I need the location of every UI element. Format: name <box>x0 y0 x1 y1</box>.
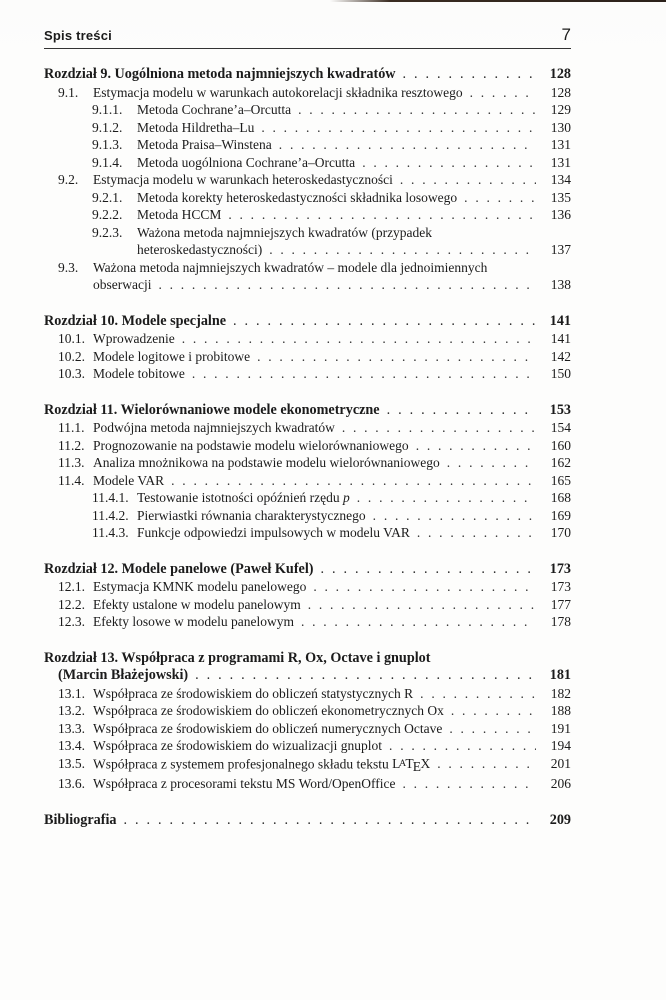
toc-entry <box>44 720 571 738</box>
dot-leader <box>257 348 536 366</box>
toc-entry <box>44 224 571 242</box>
toc-entry-page-number: 178 <box>550 614 571 629</box>
toc-chapter-entry <box>44 812 571 830</box>
toc-entry <box>44 348 571 366</box>
toc-entry-title: Metoda Cochrane’a–Orcutta <box>137 102 292 117</box>
toc-entry-title-text: Współpraca z systemem profesjonalnego składu tekstu <box>93 756 393 772</box>
page-header <box>44 26 571 49</box>
toc-entry <box>44 437 571 455</box>
dot-leader <box>301 613 536 631</box>
toc-chapter-entry <box>44 561 571 579</box>
toc-entry-title: Modele VAR <box>93 472 165 488</box>
toc-entry-page-number: 131 <box>550 137 571 152</box>
toc-entry <box>44 702 571 720</box>
dot-leader <box>403 66 536 84</box>
toc-entry <box>44 84 571 102</box>
toc-entry-number: 9.3. <box>58 259 79 275</box>
toc-entry <box>44 136 571 154</box>
toc-entry <box>44 472 571 490</box>
toc-entry <box>44 454 571 472</box>
dot-leader <box>357 489 536 507</box>
toc-chapter-entry <box>44 402 571 420</box>
toc-entry <box>44 775 571 793</box>
toc-entry-title: Prognozowanie na podstawie modelu wielorównaniowego <box>93 437 409 453</box>
toc-entry-title: Funkcje odpowiedzi impulsowych w modelu VAR <box>137 525 410 540</box>
toc-entry <box>44 596 571 614</box>
toc-entry-title: Metoda uogólniona Cochrane’a–Orcutta <box>137 154 356 170</box>
toc-entry <box>44 489 571 507</box>
toc-entry-page-number: 206 <box>550 776 571 792</box>
toc-entry-number: 13.5. <box>58 756 85 772</box>
toc-entry-number: 11.1. <box>58 420 85 435</box>
toc-entry-page-number: 141 <box>549 312 571 329</box>
toc-entry-page-number: 142 <box>550 348 571 364</box>
dot-leader <box>269 241 536 259</box>
toc-entry-title: Współpraca ze środowiskiem do obliczeń numerycznych Octave <box>93 720 443 736</box>
toc-entry <box>44 119 571 137</box>
toc-entry-title: Metoda Hildretha–Lu <box>137 119 255 135</box>
dot-leader <box>124 812 536 830</box>
dot-leader <box>158 276 536 294</box>
toc-entry-title: Metoda HCCM <box>137 207 222 222</box>
toc-entry-title: Bibliografia <box>44 811 117 828</box>
toc-entry-number: 13.1. <box>58 685 85 701</box>
toc-entry-title: Współpraca ze środowiskiem do obliczeń ekonometrycznych Ox <box>93 703 444 718</box>
math-symbol: p <box>343 490 350 505</box>
toc-entry <box>44 259 571 277</box>
toc-entry-number: 13.3. <box>58 720 85 736</box>
toc-entry-number: 9.1.1. <box>92 102 123 117</box>
toc-entry-title-text: Testowanie istotności opóźnień rzędu <box>137 490 344 505</box>
toc-entry-page-number: 169 <box>550 507 571 523</box>
toc-entry-number: 9.2.2. <box>92 207 123 222</box>
toc-entry-title: Ważona metoda najmniejszych kwadratów – modele dla jednoimiennych <box>93 259 488 275</box>
dot-leader <box>261 119 536 137</box>
dot-leader <box>464 189 536 207</box>
dot-leader <box>402 775 536 793</box>
toc-entry-title: Współpraca ze środowiskiem do obliczeń statystycznych R <box>93 685 414 701</box>
dot-leader <box>451 702 536 720</box>
dot-leader <box>233 313 536 331</box>
toc-entry-title <box>137 489 350 507</box>
toc-entry-number: 12.3. <box>58 614 85 629</box>
dot-leader <box>417 524 536 542</box>
toc-entry-continuation <box>44 241 571 259</box>
toc-entry-page-number: 137 <box>550 242 571 257</box>
scan-edge-artifact <box>330 0 666 2</box>
dot-leader <box>373 507 536 525</box>
toc-entry-title-continued: (Marcin Błażejowski) <box>58 667 189 683</box>
toc-entry-number: 9.2.1. <box>92 189 123 205</box>
toc-entry-number: 11.2. <box>58 437 85 453</box>
toc-entry-number: 11.4. <box>58 472 85 488</box>
toc-chapter-entry <box>44 66 571 84</box>
toc-entry-title: Modele logitowe i probitowe <box>93 348 251 364</box>
toc-entry <box>44 737 571 755</box>
dot-leader <box>449 720 536 738</box>
toc-entry-page-number: 170 <box>550 525 571 540</box>
toc-entry-number: 13.6. <box>58 776 85 792</box>
toc-entry-page-number: 130 <box>550 119 571 135</box>
toc-entry-number: 13.2. <box>58 703 85 718</box>
toc-entry-page-number: 201 <box>550 756 571 772</box>
toc-entry-page-number: 136 <box>550 207 571 222</box>
toc-entry <box>44 206 571 224</box>
toc-entry-title: Estymacja modelu w warunkach heteroskedastyczności <box>93 172 393 187</box>
toc-entry-title: Rozdział 11. Wielorównaniowe modele ekonometryczne <box>44 401 380 418</box>
dot-leader <box>362 154 536 172</box>
toc-entry <box>44 330 571 348</box>
toc-entry-page-number: 128 <box>550 84 571 100</box>
toc-entry-title: Ważona metoda najmniejszych kwadratów (przypadek <box>137 224 433 240</box>
table-of-contents <box>44 59 571 829</box>
toc-entry-page-number: 141 <box>550 331 571 346</box>
toc-entry-number: 9.2.3. <box>92 224 123 240</box>
dot-leader <box>195 667 536 685</box>
toc-entry-title-continued: heteroskedastyczności) <box>137 242 263 257</box>
toc-entry-title-continued: obserwacji <box>93 277 152 292</box>
toc-entry-title: Metoda Praisa–Winstena <box>137 137 272 152</box>
toc-entry-title: Rozdział 10. Modele specjalne <box>44 312 227 329</box>
toc-entry <box>44 613 571 631</box>
dot-leader <box>470 84 536 102</box>
toc-entry-page-number: 131 <box>550 154 571 170</box>
toc-entry-number: 9.1.4. <box>92 154 123 170</box>
dot-leader <box>298 101 536 119</box>
toc-entry-page-number: 154 <box>550 420 571 435</box>
toc-entry-title: Rozdział 13. Współpraca z programami R, Ox, Octave i gnuplot <box>44 649 431 666</box>
toc-entry-title: Estymacja KMNK modelu panelowego <box>93 579 307 594</box>
dot-leader <box>313 578 536 596</box>
toc-entry-number: 11.3. <box>58 455 85 470</box>
toc-entry-page-number: 165 <box>550 472 571 488</box>
toc-entry-title: Modele tobitowe <box>93 366 185 381</box>
toc-entry-continuation <box>44 667 571 685</box>
toc-entry <box>44 507 571 525</box>
toc-entry-page-number: 182 <box>550 685 571 701</box>
toc-entry-number: 9.2. <box>58 172 79 187</box>
toc-entry-title: Rozdział 9. Uogólniona metoda najmniejszych kwadratów <box>44 66 396 82</box>
dot-leader <box>228 206 536 224</box>
toc-entry-page-number: 188 <box>550 703 571 718</box>
toc-entry <box>44 578 571 596</box>
toc-entry-title: Analiza mnożnikowa na podstawie modelu wielorównaniowego <box>93 455 440 470</box>
toc-entry-page-number: 160 <box>550 437 571 453</box>
toc-entry-title: Podwójna metoda najmniejszych kwadratów <box>93 420 335 435</box>
dot-leader <box>389 737 536 755</box>
toc-entry-title: Współpraca z procesorami tekstu MS Word/OpenOffice <box>93 776 396 792</box>
toc-entry-page-number: 181 <box>549 667 571 683</box>
toc-entry-number: 11.4.3. <box>92 525 129 540</box>
toc-entry-number: 12.2. <box>58 596 85 612</box>
dot-leader <box>342 419 536 437</box>
toc-entry-page-number: 209 <box>549 811 571 828</box>
toc-entry-page-number: 162 <box>550 455 571 470</box>
toc-entry-page-number: 134 <box>550 172 571 187</box>
toc-entry <box>44 755 571 776</box>
toc-entry-page-number: 177 <box>550 596 571 612</box>
dot-leader <box>447 454 536 472</box>
toc-chapter-entry <box>44 313 571 331</box>
toc-entry-page-number: 173 <box>550 579 571 594</box>
dot-leader <box>420 685 536 703</box>
toc-entry-number: 11.4.2. <box>92 507 129 523</box>
toc-entry-page-number: 168 <box>550 490 571 505</box>
toc-entry-page-number: 150 <box>550 366 571 381</box>
toc-entry-number: 10.2. <box>58 348 85 364</box>
toc-entry-number: 13.4. <box>58 738 85 753</box>
toc-entry-title: Metoda korekty heteroskedastyczności składnika losowego <box>137 189 458 205</box>
toc-entry <box>44 524 571 542</box>
dot-leader <box>321 561 536 579</box>
dot-leader <box>171 472 536 490</box>
latex-logo: $L^ATEX$ <box>392 756 431 774</box>
toc-entry-page-number: 135 <box>550 189 571 205</box>
running-header-page-number: 7 <box>561 25 571 44</box>
toc-entry-title: Efekty ustalone w modelu panelowym <box>93 596 301 612</box>
dot-leader <box>308 596 536 614</box>
toc-entry-title <box>93 755 430 776</box>
toc-entry-page-number: 128 <box>549 66 571 82</box>
toc-entry-title: Rozdział 12. Modele panelowe (Paweł Kufel) <box>44 560 314 577</box>
toc-entry-number: 11.4.1. <box>92 490 129 505</box>
toc-entry-number: 10.1. <box>58 331 85 346</box>
dot-leader <box>182 330 536 348</box>
toc-entry-title: Wprowadzenie <box>93 331 175 346</box>
dot-leader <box>192 365 536 383</box>
toc-entry-continuation <box>44 276 571 294</box>
toc-entry-page-number: 191 <box>550 720 571 736</box>
toc-entry <box>44 101 571 119</box>
toc-entry-number: 9.1.2. <box>92 119 123 135</box>
toc-entry-title: Efekty losowe w modelu panelowym <box>93 614 294 629</box>
toc-entry-page-number: 138 <box>550 277 571 292</box>
toc-entry-number: 10.3. <box>58 366 85 381</box>
toc-entry <box>44 189 571 207</box>
toc-entry-number: 9.1.3. <box>92 137 123 152</box>
toc-entry-page-number: 194 <box>550 738 571 753</box>
toc-chapter-entry <box>44 650 571 668</box>
toc-entry-page-number: 153 <box>549 401 571 418</box>
toc-entry-title: Estymacja modelu w warunkach autokorelacji składnika resztowego <box>93 84 463 100</box>
toc-entry-title: Pierwiastki równania charakterystycznego <box>137 507 366 523</box>
toc-entry-page-number: 173 <box>549 560 571 577</box>
toc-entry-page-number: 129 <box>550 102 571 117</box>
dot-leader <box>416 437 536 455</box>
toc-entry <box>44 171 571 189</box>
toc-entry <box>44 154 571 172</box>
toc-entry-title: Współpraca ze środowiskiem do wizualizacji gnuplot <box>93 738 383 753</box>
toc-entry <box>44 365 571 383</box>
toc-entry-number: 12.1. <box>58 579 85 594</box>
toc-entry <box>44 685 571 703</box>
dot-leader <box>279 136 536 154</box>
toc-entry-number: 9.1. <box>58 84 79 100</box>
running-header-title: Spis treści <box>44 28 112 43</box>
toc-entry <box>44 419 571 437</box>
dot-leader <box>387 402 536 420</box>
dot-leader <box>437 755 536 773</box>
dot-leader <box>400 171 536 189</box>
